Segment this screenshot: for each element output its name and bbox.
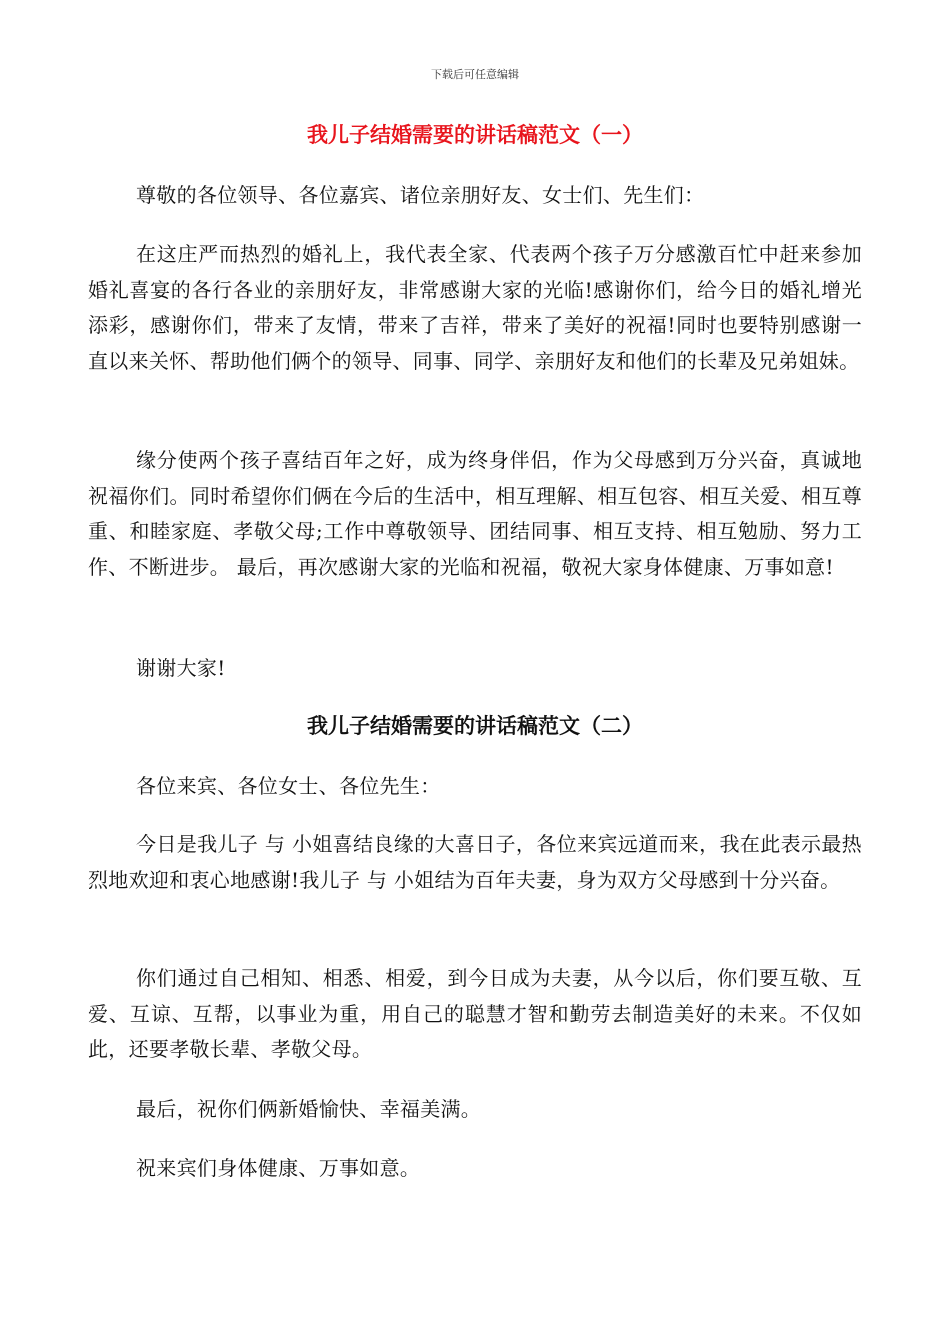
section-2-paragraph-1: 今日是我儿子 与 小姐喜结良缘的大喜日子，各位来宾远道而来，我在此表示最热烈地欢迎和衷心地感谢!我儿子 与 小姐结为百年夫妻，身为双方父母感到十分兴奋。 [88, 832, 862, 892]
section-1-paragraph-2: 缘分使两个孩子喜结百年之好，成为终身伴侣，作为父母感到万分兴奋，真诚地祝福你们。同时希望你们俩在今后的生活中，相互理解、相互包容、相互关爱、相互尊重、和睦家庭、孝敬父母;工作中尊敬领导、团结同事、相互支持、相互勉励、努力工作、不断进步。 最后，再次感谢大家的光临和祝福，敬祝大家身体健康、万事如意! [88, 448, 862, 579]
section-2-closing-2: 祝来宾们身体健康、万事如意。 [136, 1156, 421, 1180]
section-1-salutation: 尊敬的各位领导、各位嘉宾、诸位亲朋好友、女士们、先生们： [136, 183, 705, 207]
section-1-thanks: 谢谢大家! [136, 656, 226, 680]
section-2-title: 我儿子结婚需要的讲话稿范文（二） [307, 713, 643, 738]
section-1-title: 我儿子结婚需要的讲话稿范文（一） [307, 122, 643, 147]
section-2-paragraph-2: 你们通过自己相知、相悉、相爱，到今日成为夫妻，从今以后，你们要互敬、互爱、互谅、互帮，以事业为重，用自己的聪慧才智和勤劳去制造美好的未来。不仅如此，还要孝敬长辈、孝敬父母。 [88, 966, 862, 1061]
header-note: 下载后可任意编辑 [431, 68, 519, 81]
section-1-paragraph-1: 在这庄严而热烈的婚礼上，我代表全家、代表两个孩子万分感激百忙中赶来参加婚礼喜宴的各行各业的亲朋好友，非常感谢大家的光临!感谢你们，给今日的婚礼增光添彩，感谢你们，带来了友情，带来了吉祥，带来了美好的祝福!同时也要特别感谢一直以来关怀、帮助他们俩个的领导、同事、同学、亲朋好友和他们的长辈及兄弟姐妹。 [88, 242, 862, 373]
section-2-closing-1: 最后，祝你们俩新婚愉快、幸福美满。 [136, 1097, 482, 1121]
section-2-salutation: 各位来宾、各位女士、各位先生： [136, 774, 441, 798]
